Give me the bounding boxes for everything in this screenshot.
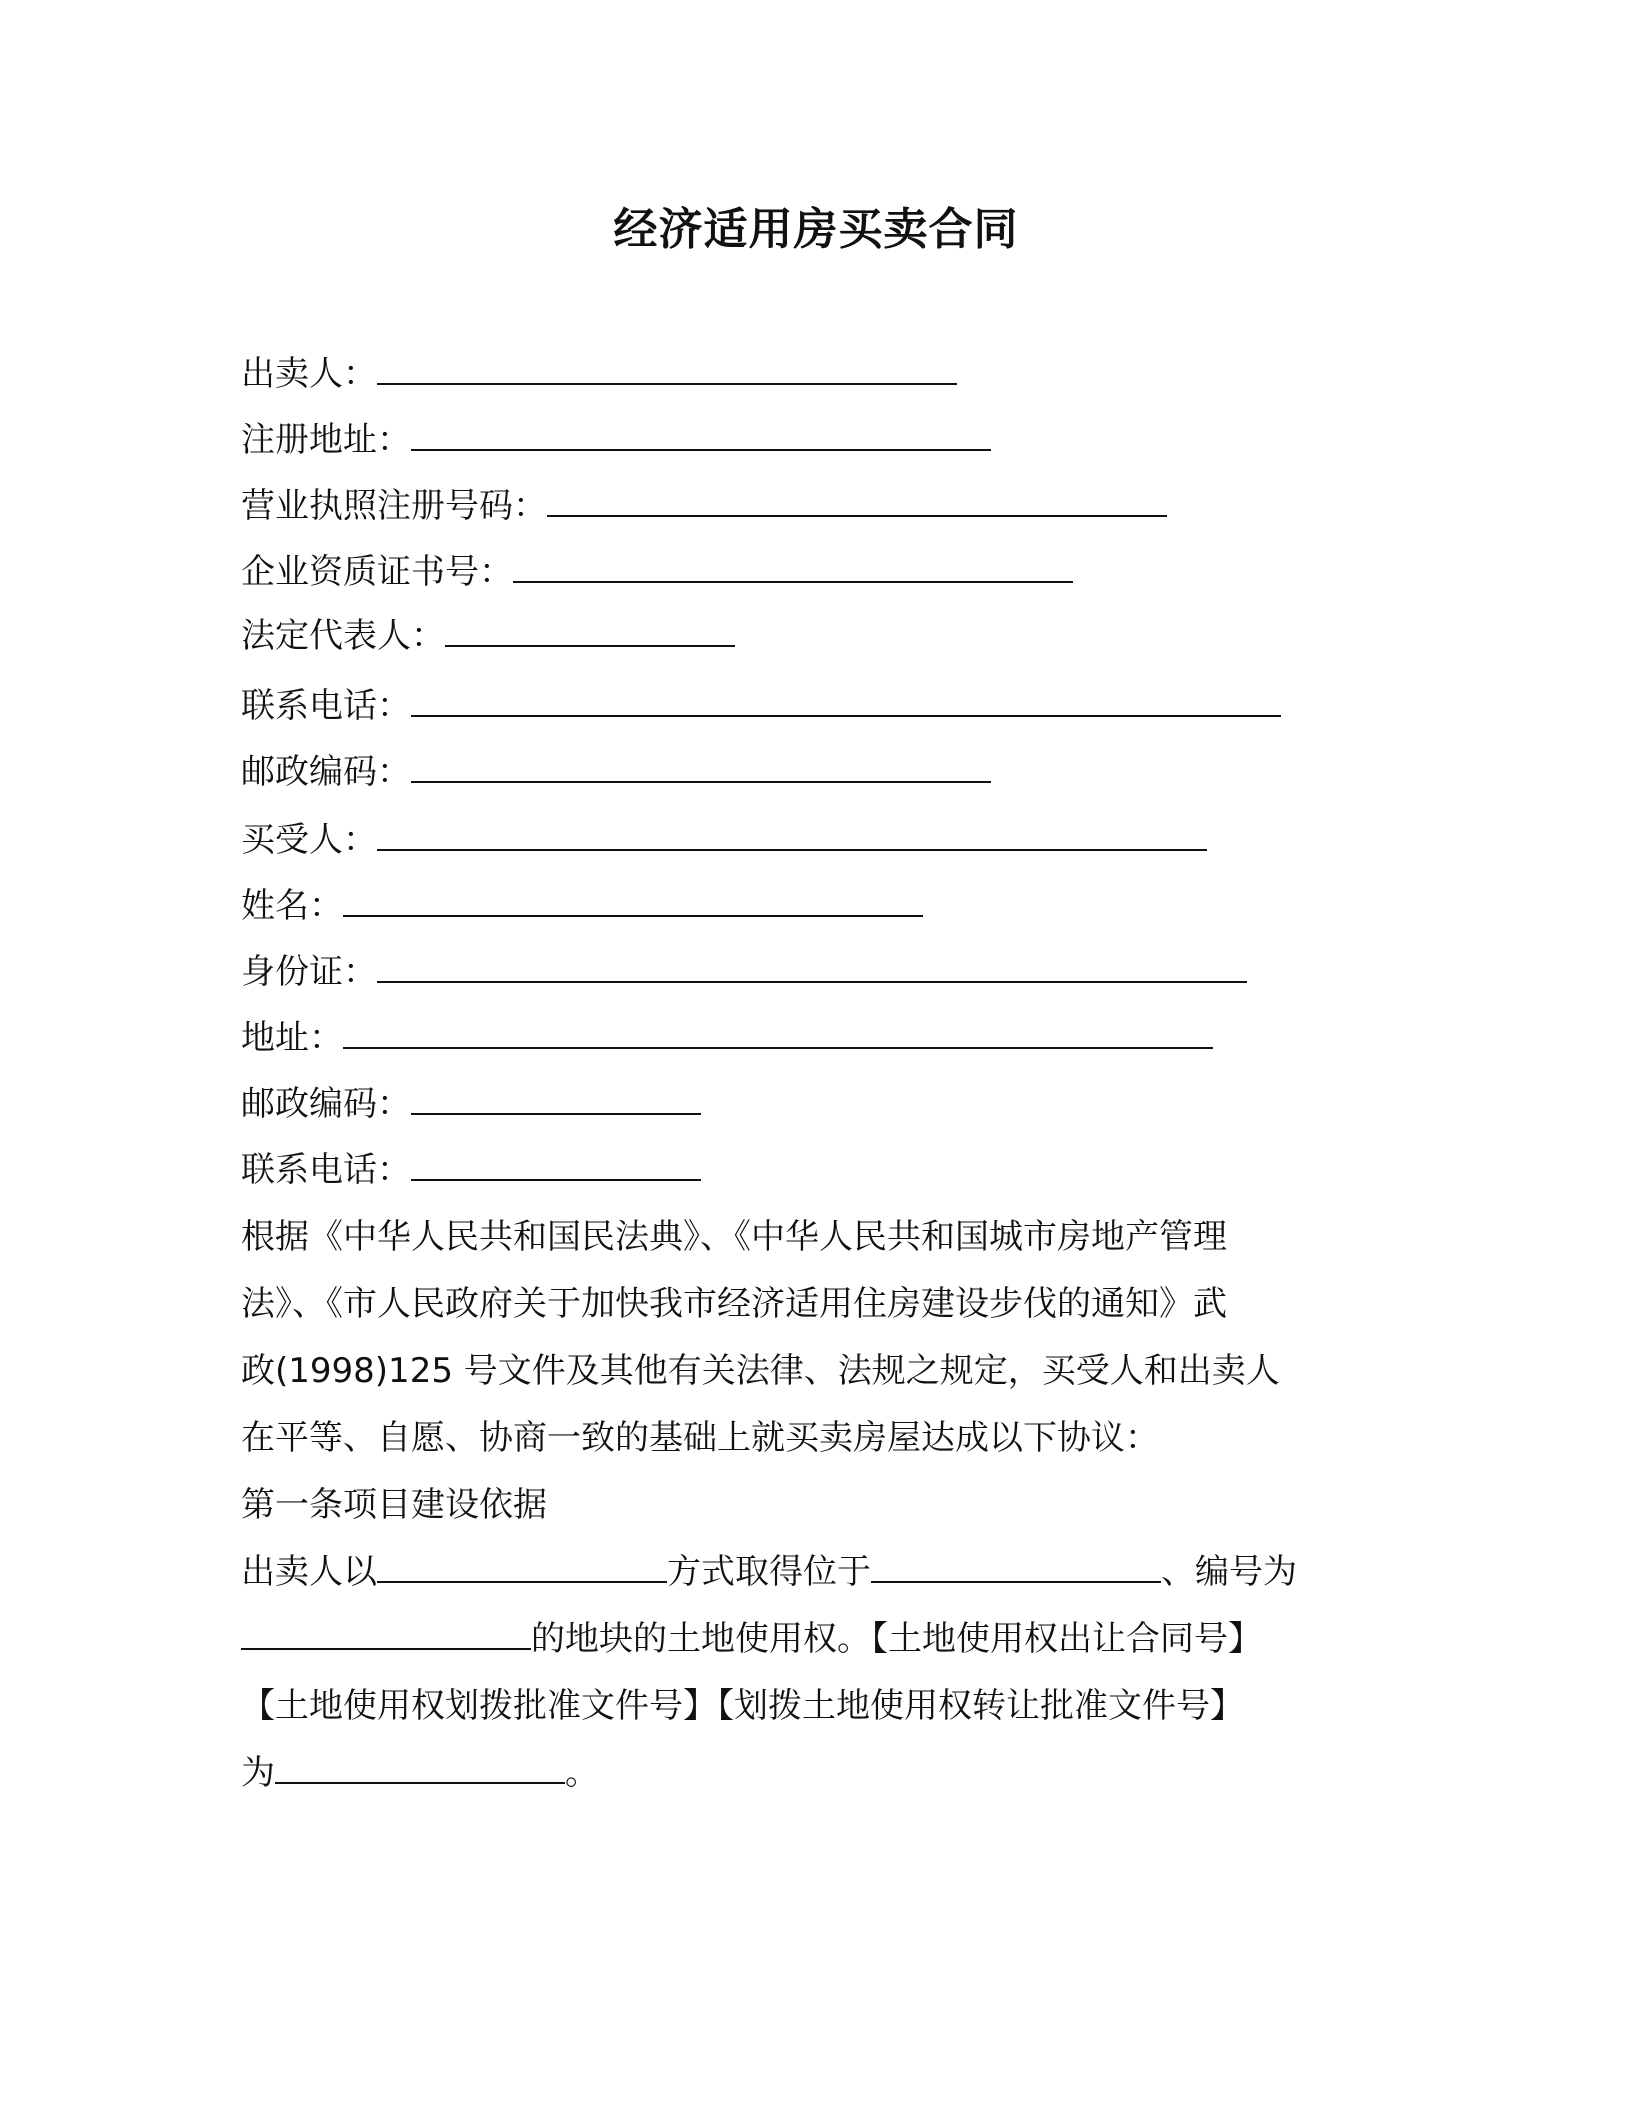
- buyer-address-blank[interactable]: [343, 1017, 1213, 1049]
- field-label: 身份证：: [241, 952, 377, 992]
- article-1-line-3: 【土地使用权划拨批准文件号】【划拨土地使用权转让批准文件号】: [241, 1686, 1244, 1726]
- legal-representative-field: [241, 614, 735, 658]
- field-label: 联系电话：: [241, 1150, 411, 1190]
- field-label: 营业执照注册号码：: [241, 486, 547, 526]
- location-blank[interactable]: [871, 1551, 1161, 1583]
- field-label: 出卖人：: [241, 354, 377, 394]
- registered-address-blank[interactable]: [411, 419, 991, 451]
- seller-field: [241, 352, 957, 396]
- field-label: 邮政编码：: [241, 1084, 411, 1124]
- preamble-line: 政(1998)125 号文件及其他有关法律、法规之规定，买受人和出卖人: [241, 1351, 1280, 1391]
- preamble-line: 根据《中华人民共和国民法典》、《中华人民共和国城市房地产管理: [241, 1217, 1227, 1257]
- preamble-line: 在平等、自愿、协商一致的基础上就买卖房屋达成以下协议：: [241, 1418, 1159, 1458]
- buyer-address-field: [241, 1016, 1213, 1060]
- registered-address-field: [241, 418, 991, 462]
- business-license-blank[interactable]: [547, 485, 1167, 517]
- field-label: 法定代表人：: [241, 616, 445, 656]
- field-label: 姓名：: [241, 886, 343, 926]
- name-field: [241, 884, 923, 928]
- article-text: 、编号为: [1161, 1552, 1297, 1592]
- article-text: 的地块的土地使用权。【土地使用权出让合同号】: [531, 1619, 1262, 1659]
- qualification-cert-blank[interactable]: [513, 551, 1073, 583]
- field-label: 邮政编码：: [241, 752, 411, 792]
- buyer-postcode-blank[interactable]: [411, 1083, 701, 1115]
- parcel-number-blank[interactable]: [241, 1618, 531, 1650]
- seller-phone-field: [241, 684, 1281, 728]
- article-1: [241, 1472, 1361, 1807]
- field-label: 注册地址：: [241, 420, 411, 460]
- legal-representative-blank[interactable]: [445, 615, 735, 647]
- article-1-line-4: [241, 1740, 1361, 1807]
- field-label: 买受人：: [241, 820, 377, 860]
- seller-postcode-blank[interactable]: [411, 751, 991, 783]
- article-1-line-1: [241, 1539, 1361, 1606]
- article-text: 。: [565, 1753, 599, 1793]
- field-label: 联系电话：: [241, 686, 411, 726]
- field-label: 地址：: [241, 1018, 343, 1058]
- article-1-line-2: [241, 1606, 1361, 1673]
- buyer-postcode-field: [241, 1082, 701, 1126]
- field-label: 企业资质证书号：: [241, 552, 513, 592]
- qualification-cert-field: [241, 550, 1073, 594]
- article-heading: 第一条项目建设依据: [241, 1485, 547, 1525]
- article-text: 为: [241, 1753, 275, 1793]
- article-text: 方式取得位于: [667, 1552, 871, 1592]
- seller-blank[interactable]: [377, 353, 957, 385]
- buyer-phone-blank[interactable]: [411, 1149, 701, 1181]
- id-card-blank[interactable]: [377, 951, 1247, 983]
- preamble-paragraph: [241, 1204, 1361, 1472]
- id-card-field: [241, 950, 1247, 994]
- document-title: 经济适用房买卖合同: [613, 204, 1019, 255]
- preamble-line: 法》、《市人民政府关于加快我市经济适用住房建设步伐的通知》武: [241, 1284, 1227, 1324]
- buyer-phone-field: [241, 1148, 701, 1192]
- seller-phone-blank[interactable]: [411, 685, 1281, 717]
- acquisition-method-blank[interactable]: [377, 1551, 667, 1583]
- buyer-blank[interactable]: [377, 819, 1207, 851]
- document-number-blank[interactable]: [275, 1752, 565, 1784]
- business-license-field: [241, 484, 1167, 528]
- article-text: 出卖人以: [241, 1552, 377, 1592]
- name-blank[interactable]: [343, 885, 923, 917]
- seller-postcode-field: [241, 750, 991, 794]
- buyer-field: [241, 818, 1207, 862]
